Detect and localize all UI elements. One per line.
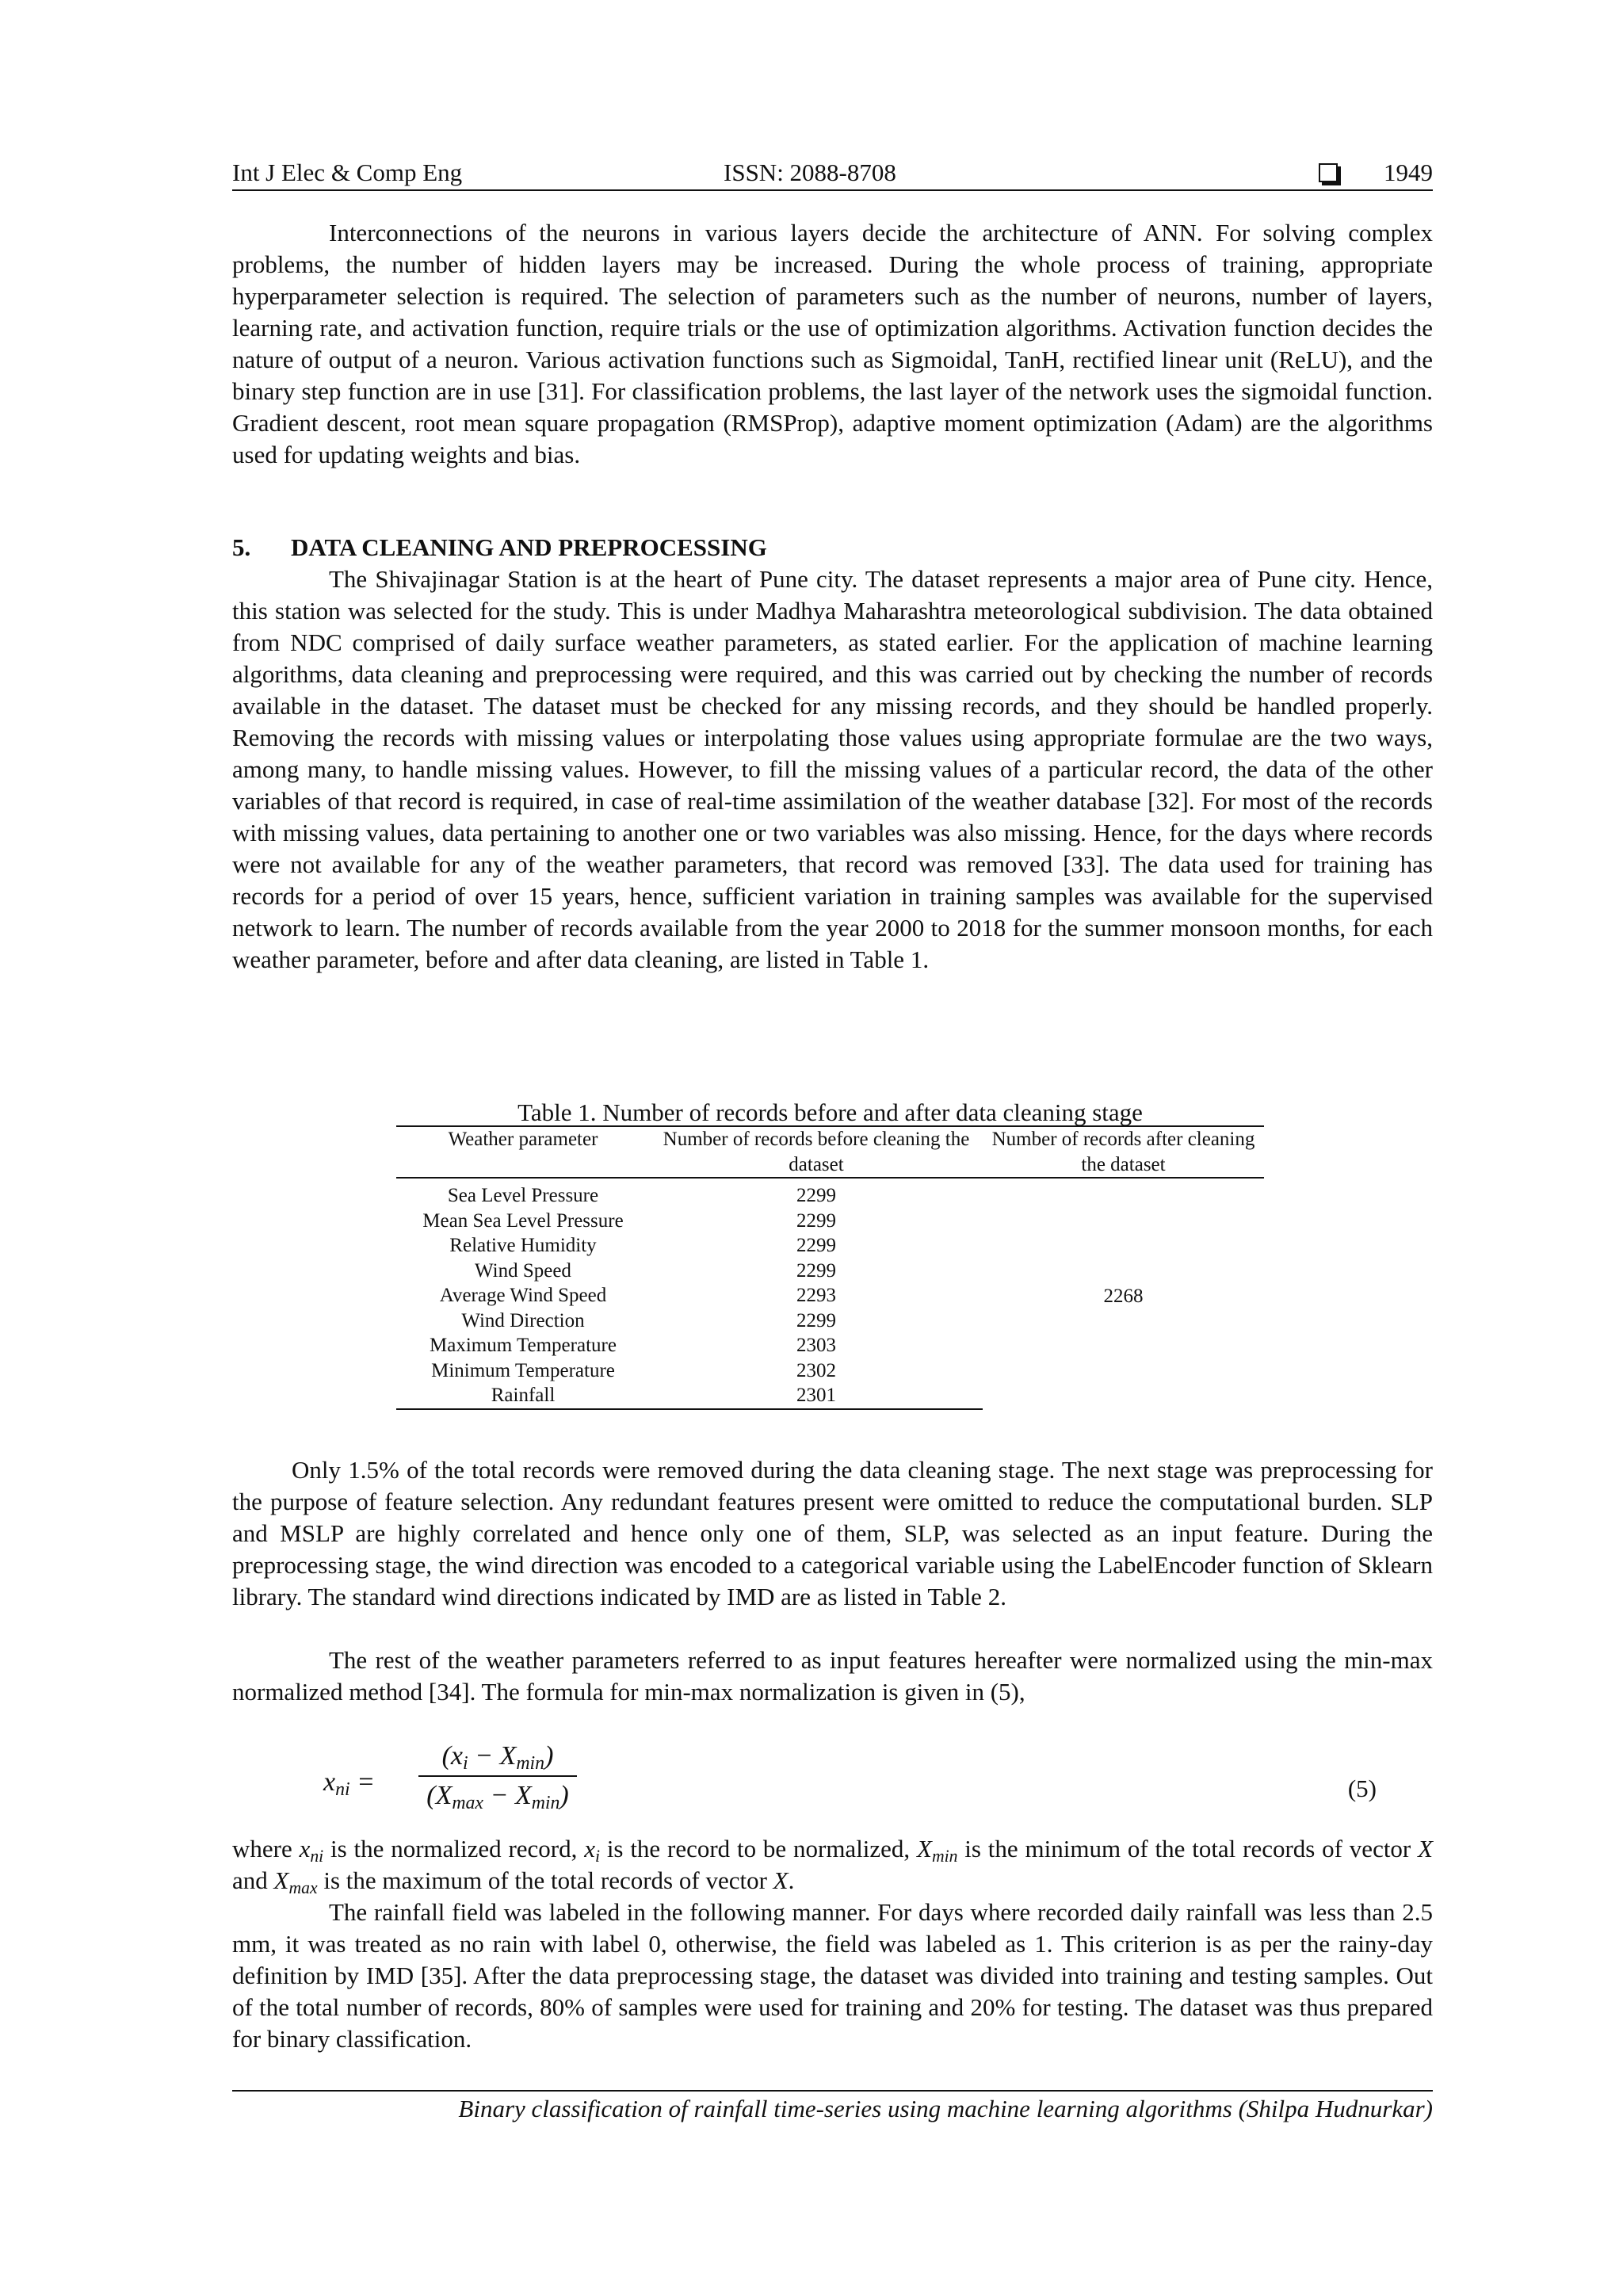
cell-param: Mean Sea Level Pressure [422, 1209, 624, 1232]
section-heading [232, 532, 767, 563]
cell-before: 2299 [796, 1185, 836, 1206]
fraction-bar [418, 1775, 577, 1777]
symbol-xmin: $X_{min}$ [917, 1835, 958, 1866]
cell-param: Wind Direction [461, 1309, 585, 1331]
cell-param: Maximum Temperature [430, 1335, 617, 1356]
running-header [232, 157, 1433, 192]
page-number: 1949 [1384, 159, 1433, 186]
section-title: DATA CLEANING AND PREPROCESSING [291, 533, 767, 561]
records-table [396, 1125, 1264, 1410]
cell-before: 2299 [796, 1209, 836, 1232]
cell-param: Wind Speed [475, 1259, 571, 1282]
paragraph-where [232, 1833, 1433, 1897]
symbol-xni: $x_{ni}$ [299, 1835, 324, 1866]
paragraph-normalize: The rest of the weather parameters referred to as input features hereafter were normalized using the min-max normalized method [34]. The formula for min-max normalization is given in (5), [232, 1646, 1433, 1706]
paragraph-ann: Interconnections of the neurons in various layers decide the architecture of ANN. For solving complex problems, the number of hidden layers may be increased. During the whole process of training, appropriate hyperparameter selection is required. The selection of parameters such as the number of neurons, number of layers, learning rate, and activation function, require trials or the use of optimization algorithms. Activation function decides the nature of output of a neuron. Various activation functions such as Sigmoidal, TanH, rectified linear unit (ReLU), and the binary step function are in use [31]. For classification problems, the last layer of the network uses the sigmoidal function. Gradient descent, root mean square propagation (RMSProp), adaptive moment optimization (Adam) are the algorithms used for updating weights and bias. [232, 219, 1433, 468]
page-box-icon [1319, 163, 1338, 182]
cell-param: Sea Level Pressure [447, 1185, 599, 1206]
paragraph-removed: Only 1.5% of the total records were removed during the data cleaning stage. The next stage was preprocessing for the purpose of feature selection. Any redundant features present were omitted to reduce the computational burden. SLP and MSLP are highly correlated and hence only one of them, SLP, was selected as an input feature. During the preprocessing stage, the wind direction was encoded to a categorical variable using the LabelEncoder function of Sklearn library. The standard wind directions indicated by IMD are as listed in Table 2. [232, 1456, 1433, 1610]
symbol-x: X [1418, 1835, 1434, 1862]
table-row [396, 1178, 1264, 1209]
cell-before: 2301 [650, 1383, 983, 1409]
equation-denominator: $(X_{max} - X_{min})$ [426, 1781, 569, 1813]
col-header-after: Number of records after cleaning the dataset [991, 1129, 1255, 1175]
cell-param: Rainfall [396, 1383, 650, 1409]
where-text: and [232, 1866, 274, 1894]
where-text: is the record to be normalized, [600, 1835, 918, 1862]
equation-numerator: $(x_i - X_{min})$ [441, 1741, 554, 1774]
cell-param: Relative Humidity [449, 1235, 597, 1256]
symbol-x: X [773, 1866, 789, 1894]
table-header-row [396, 1126, 1264, 1178]
cell-before: 2299 [796, 1309, 836, 1331]
cell-after: 2268 [1103, 1285, 1144, 1307]
col-header-param: Weather parameter [448, 1129, 598, 1150]
cell-param: Average Wind Speed [439, 1285, 607, 1306]
header-rule [232, 189, 1433, 191]
paragraph-rainfall: The rainfall field was labeled in the following manner. For days where recorded daily rainfall was less than 2.5 mm, it was treated as no rain with label 0, otherwise, the field was labeled as 1. This criterion is as per the rainy-day definition by IMD [35]. After the data preprocessing stage, the dataset was divided into training and testing samples. Out of the total number of records, 80% of samples were used for training and 20% for testing. The dataset was thus prepared for binary classification. [232, 1898, 1433, 2053]
cell-param: Minimum Temperature [431, 1359, 615, 1381]
where-text: is the maximum of the total records of vector [317, 1866, 773, 1894]
equation-number: (5) [1347, 1775, 1377, 1802]
issn: ISSN: 2088-8708 [724, 159, 896, 186]
table-caption: Table 1. Number of records before and after data cleaning stage [517, 1098, 1143, 1126]
cell-before: 2299 [796, 1235, 836, 1256]
journal-name: Int J Elec & Comp Eng [232, 159, 463, 186]
where-text: where [232, 1835, 300, 1862]
where-text: is the normalized record, [323, 1835, 585, 1862]
section-number: 5. [232, 533, 251, 561]
cell-before: 2303 [796, 1335, 836, 1356]
symbol-xi: $x_i$ [584, 1835, 600, 1866]
symbol-xmax: $X_{max}$ [273, 1866, 318, 1897]
cell-before: 2293 [796, 1285, 836, 1306]
paragraph-station: The Shivajinagar Station is at the heart of Pune city. The dataset represents a major area of Pune city. Hence, this station was selected for the study. This is under Madhya Maharashtra meteorological subdivision. The data obtained from NDC comprised of daily surface weather parameters, as stated earlier. For the application of machine learning algorithms, data cleaning and preprocessing were required, and this was carried out by checking the number of records available in the dataset. The dataset must be checked for any missing records, and they should be handled properly. Removing the records with missing values or interpolating those values using appropriate formulae are the two ways, among many, to handle missing values. However, to fill the missing values of a particular record, the data of the other variables of that record is required, in case of real-time assimilation of the weather database [32]. For most of the records with missing values, data pertaining to another one or two variables was also missing. Hence, for the days where records were not available for any of the weather parameters, that record was removed [33]. The data used for training has records for a period of over 15 years, hence, sufficient variation in training samples was available for the supervised network to learn. The number of records available from the year 2000 to 2018 for the summer monsoon months, for each weather parameter, before and after data cleaning, are listed in Table 1. [232, 565, 1433, 973]
cell-before: 2299 [796, 1259, 836, 1282]
cell-before: 2302 [796, 1359, 836, 1381]
col-header-before: Number of records before cleaning the dataset [663, 1129, 970, 1175]
equation-lhs: $x_{ni}$ = [323, 1767, 376, 1800]
where-text: is the minimum of the total records of vector [957, 1835, 1419, 1862]
running-footer: Binary classification of rainfall time-series using machine learning algorithms (Shilpa Hudnurkar) [458, 2095, 1433, 2122]
equation-fraction [418, 1739, 577, 1813]
where-text: . [788, 1866, 795, 1894]
